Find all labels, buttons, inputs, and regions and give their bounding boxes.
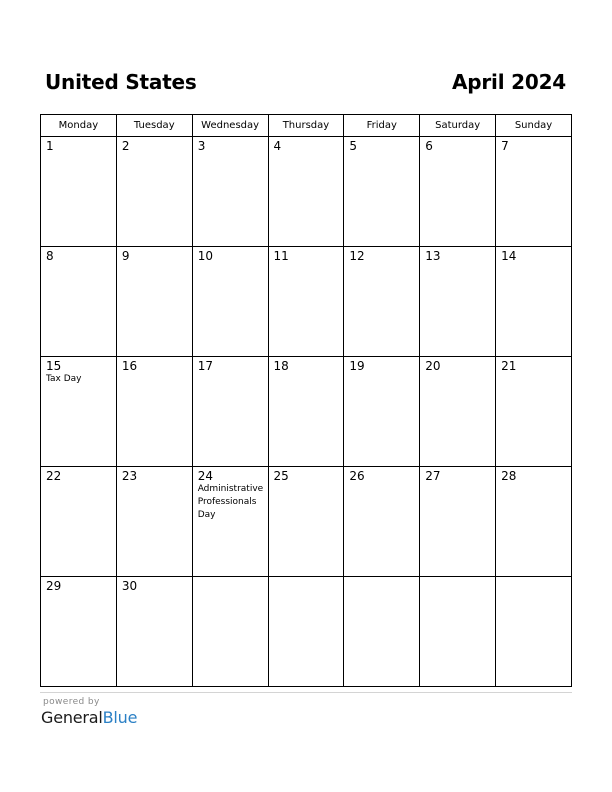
day-cell [496,247,572,357]
day-number: 4 [273,139,282,153]
day-cell [496,357,572,467]
day-cell [41,467,117,577]
day-cell [344,137,420,247]
day-number: 27 [425,469,441,483]
day-cell [268,137,344,247]
day-number: 21 [501,359,517,373]
day-number: 16 [121,359,138,373]
day-number [344,577,419,580]
day-cell [116,137,192,247]
day-number: 18 [273,359,289,373]
day-cell [116,247,192,357]
day-number [269,577,344,580]
weekday-header-wednesday: Wednesday [192,115,268,137]
day-cell [116,467,192,577]
day-cell [268,247,344,357]
day-number: 25 [273,469,289,483]
day-cell [344,247,420,357]
day-cell [116,577,192,687]
day-number: 3 [197,139,206,153]
day-cell [41,357,117,467]
holiday-label: Administrative Professionals Day [197,484,264,520]
calendar-grid [40,114,572,687]
day-number: 2 [121,139,130,153]
weekday-header-sunday: Sunday [496,115,572,137]
weekday-header-thursday: Thursday [268,115,344,137]
day-cell [420,357,496,467]
day-number: 6 [425,139,433,153]
day-number: 20 [425,359,441,373]
day-number: 23 [121,469,138,483]
week-row-5 [41,577,572,687]
day-cell [192,137,268,247]
week-row-4 [41,467,572,577]
day-cell [268,467,344,577]
day-number: 17 [197,359,213,373]
day-cell [192,357,268,467]
week-row-1 [41,137,572,247]
day-cell [41,247,117,357]
day-number: 28 [501,469,517,483]
week-row-3 [41,357,572,467]
day-number: 13 [425,249,441,263]
day-number: 11 [273,249,289,263]
day-number: 12 [349,249,365,263]
day-number: 14 [501,249,517,263]
brand-name-part2: Blue [102,708,138,727]
footer-divider [40,692,572,693]
day-cell [192,467,268,577]
day-number: 30 [121,579,138,593]
day-number: 29 [46,579,62,593]
day-number: 1 [46,139,54,153]
brand-name-part1: General [41,708,103,727]
day-number [420,577,495,580]
day-cell [496,467,572,577]
day-cell [268,357,344,467]
day-number: 8 [46,249,54,263]
day-number: 10 [197,249,213,263]
day-cell [41,137,117,247]
day-number: 5 [349,139,358,153]
day-number: 19 [349,359,365,373]
week-row-2 [41,247,572,357]
day-number [496,577,571,580]
day-number: 26 [349,469,365,483]
day-cell [41,577,117,687]
day-cell [116,357,192,467]
powered-by-label: powered by [43,697,100,707]
day-number: 15 [46,359,62,373]
day-number: 7 [501,139,509,153]
weekday-header-saturday: Saturday [420,115,496,137]
day-cell [420,577,496,687]
day-number: 22 [46,469,62,483]
day-number [193,577,268,580]
day-cell [192,577,268,687]
day-number: 9 [121,249,130,263]
day-cell [344,357,420,467]
day-cell [420,467,496,577]
weekday-header-row [41,115,572,137]
day-cell [496,137,572,247]
day-cell [268,577,344,687]
day-cell [496,577,572,687]
generalblue-logo [41,708,137,727]
day-cell [420,137,496,247]
month-year-title: April 2024 [452,70,566,94]
weekday-header-friday: Friday [344,115,420,137]
country-title: United States [45,70,197,94]
day-cell [344,467,420,577]
day-cell [420,247,496,357]
day-cell [192,247,268,357]
holiday-label: Tax Day [46,374,82,384]
weekday-header-monday: Monday [41,115,117,137]
day-number: 24 [197,469,213,483]
weekday-header-tuesday: Tuesday [116,115,192,137]
day-cell [344,577,420,687]
